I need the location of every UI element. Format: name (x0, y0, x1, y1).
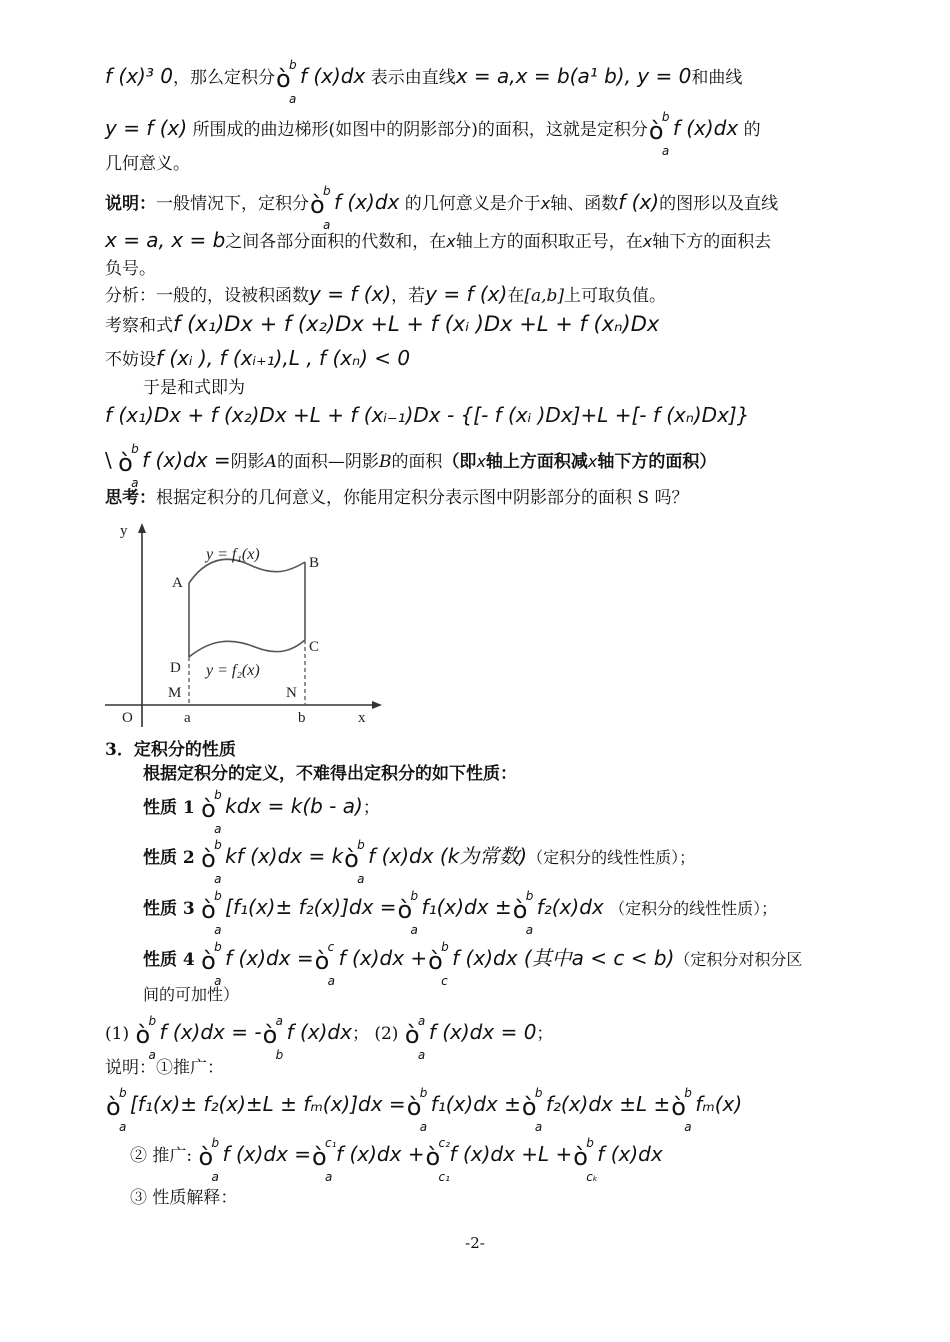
point-B-label: B (309, 555, 320, 571)
curve-expr: y = f (x) (105, 116, 188, 140)
text: 表示由直线 (370, 68, 456, 88)
note-1-line-2: x = a, x = b之间各部分面积的代数和，在x轴上方的面积取正号，在x轴下方的面积去 (105, 228, 772, 252)
integral-sign-icon: ò b a (201, 889, 222, 937)
text: 和曲线 (691, 68, 743, 88)
sum-expression: 考察和式f (x₁)Dx + f (x₂)Dx +L + f (xᵢ )Dx +L + f (xₙ)Dx (105, 312, 660, 336)
integral-sign-icon: ò b a (198, 1136, 220, 1184)
property-4-cont: 间的可加性） (143, 985, 240, 1004)
rules-line: (1) ò b a f (x)dx = -ò a b f (x)dx； (2) ò a a f (x)dx = 0； (105, 1014, 554, 1062)
section-3-title: 3．定积分的性质 (105, 740, 236, 760)
text: ，那么定积分 (172, 68, 275, 88)
therefore-text: 于是和式即为 (143, 378, 245, 398)
integral-sign-icon: ò b a (521, 1086, 543, 1134)
integral-sign-icon: ò b c (428, 940, 449, 988)
point-A-label: A (172, 575, 183, 591)
integral-sign-icon: ò b a (118, 442, 139, 490)
page-number: -2- (465, 1234, 485, 1252)
property-3: 性质 3 ò b a [f₁(x)± f₂(x)]dx =ò b a f₁(x)dx ±ò b a f₂(x)dx （定积分的线性性质）； (143, 889, 778, 937)
integral-sign-icon: ò b a (512, 889, 534, 937)
integral-sign-icon: ò c a (314, 940, 336, 988)
point-C-label: C (309, 639, 320, 655)
point-N-label: N (286, 685, 297, 701)
integral-sign-icon: ò b a (201, 788, 222, 836)
integral-sign-icon: ò b a (406, 1086, 428, 1134)
think-question: 思考：根据定积分的几何意义，你能用定积分表示图中阴影部分的面积 S 吗？ (105, 488, 689, 508)
integral-sign-icon: ò b a (275, 58, 297, 106)
paragraph-1 (105, 58, 743, 106)
integral-expr: f (x)dx (672, 116, 739, 140)
generalization-3: ③ 性质解释： (130, 1188, 238, 1208)
paragraph-2 (105, 110, 761, 158)
generalization-2: ② 推广: ò b a f (x)dx =ò c₁ a f (x)dx +ò c₂ c₁ f (x)dx +L +ò b cₖ f (x)dx (130, 1136, 663, 1184)
integral-sign-icon: ò b a (344, 838, 365, 886)
integral-sign-icon: ò a b (262, 1014, 284, 1062)
section-3-intro: 根据定积分的定义，不难得出定积分的如下性质： (143, 764, 517, 784)
integral-expr: f (x)dx (299, 64, 366, 88)
text: 所围成的曲边梯形(如图中的阴影部分)的面积，这就是定积分 (192, 120, 648, 140)
integral-sign-icon: ò b a (648, 110, 670, 158)
integral-sign-icon: ò b a (201, 940, 222, 988)
f-nonneg-expr: f (x)³ 0 (105, 64, 173, 88)
integral-sign-icon: ò c₁ a (312, 1136, 337, 1184)
integral-sign-icon: ò b a (671, 1086, 692, 1134)
property-2: 性质 2 ò b a kf (x)dx = kò b a f (x)dx (k为常数)（定积分的线性性质）； (143, 838, 696, 886)
y-axis-arrow-icon (138, 523, 146, 533)
conclusion: \ ò b a f (x)dx =阴影A的面积—阴影B的面积（即x轴上方面积减x轴下方的面积） (105, 442, 717, 490)
note-1-line-3: 负号。 (105, 259, 156, 279)
assumption: 不妨设f (xᵢ ), f (xᵢ₊₁),L , f (xₙ) < 0 (105, 346, 411, 370)
integral-sign-icon: ò b a (310, 184, 331, 232)
paragraph-2-cont: 几何意义。 (105, 154, 190, 174)
integral-sign-icon: ò b a (106, 1086, 127, 1134)
generalization-1: ò b a [f₁(x)± f₂(x)±L ± fₘ(x)]dx =ò b a f₁(x)dx ±ò b a f₂(x)dx ±L ±ò b a fₘ(x) (106, 1086, 743, 1134)
sum-expression-2: f (x₁)Dx + f (x₂)Dx +L + f (xᵢ₋₁)Dx - {[- f (xᵢ )Dx]+L +[- f (xₙ)Dx]} (105, 403, 750, 427)
area-between-curves-figure (100, 515, 390, 730)
integral-sign-icon: ò a a (404, 1014, 426, 1062)
b-tick-label: b (298, 710, 306, 726)
a-tick-label: a (184, 710, 191, 726)
property-4: 性质 4 ò b a f (x)dx =ò c a f (x)dx +ò b c f (x)dx (其中a < c < b)（定积分对积分区 (143, 940, 803, 988)
note-label: 说明： (105, 194, 156, 214)
integral-sign-icon: ò b a (397, 889, 419, 937)
curve-f2-label: y = f₂(x) (206, 662, 260, 679)
point-D-label: D (170, 660, 181, 676)
y-axis-label: y (120, 523, 128, 539)
integral-sign-icon: ò b a (135, 1014, 157, 1062)
x-axis-arrow-icon (372, 701, 382, 709)
analysis: 分析：一般的，设被积函数y = f (x)，若y = f (x)在[a,b]上可取负值。 (105, 282, 666, 306)
lines-expr: x = a,x = b(a¹ b), y = 0 (455, 64, 692, 88)
point-M-label: M (168, 685, 182, 701)
note-1: 说明：一般情况下，定积分ò b a f (x)dx 的几何意义是介于x轴、函数f (x)的图形以及直线 (105, 184, 779, 232)
text: 的 (743, 120, 761, 140)
integral-sign-icon: ò b cₖ (573, 1136, 599, 1184)
x-axis-label: x (358, 710, 366, 726)
curve-f2 (189, 640, 305, 657)
integral-sign-icon: ò c₂ c₁ (425, 1136, 450, 1184)
integral-sign-icon: ò b a (201, 838, 222, 886)
property-1: 性质 1 ò b a kdx = k(b - a)； (143, 788, 380, 836)
generalize-label: 说明：①推广： (105, 1058, 224, 1078)
curve-f1-label: y = f₁(x) (206, 546, 260, 563)
origin-label: O (122, 710, 133, 726)
